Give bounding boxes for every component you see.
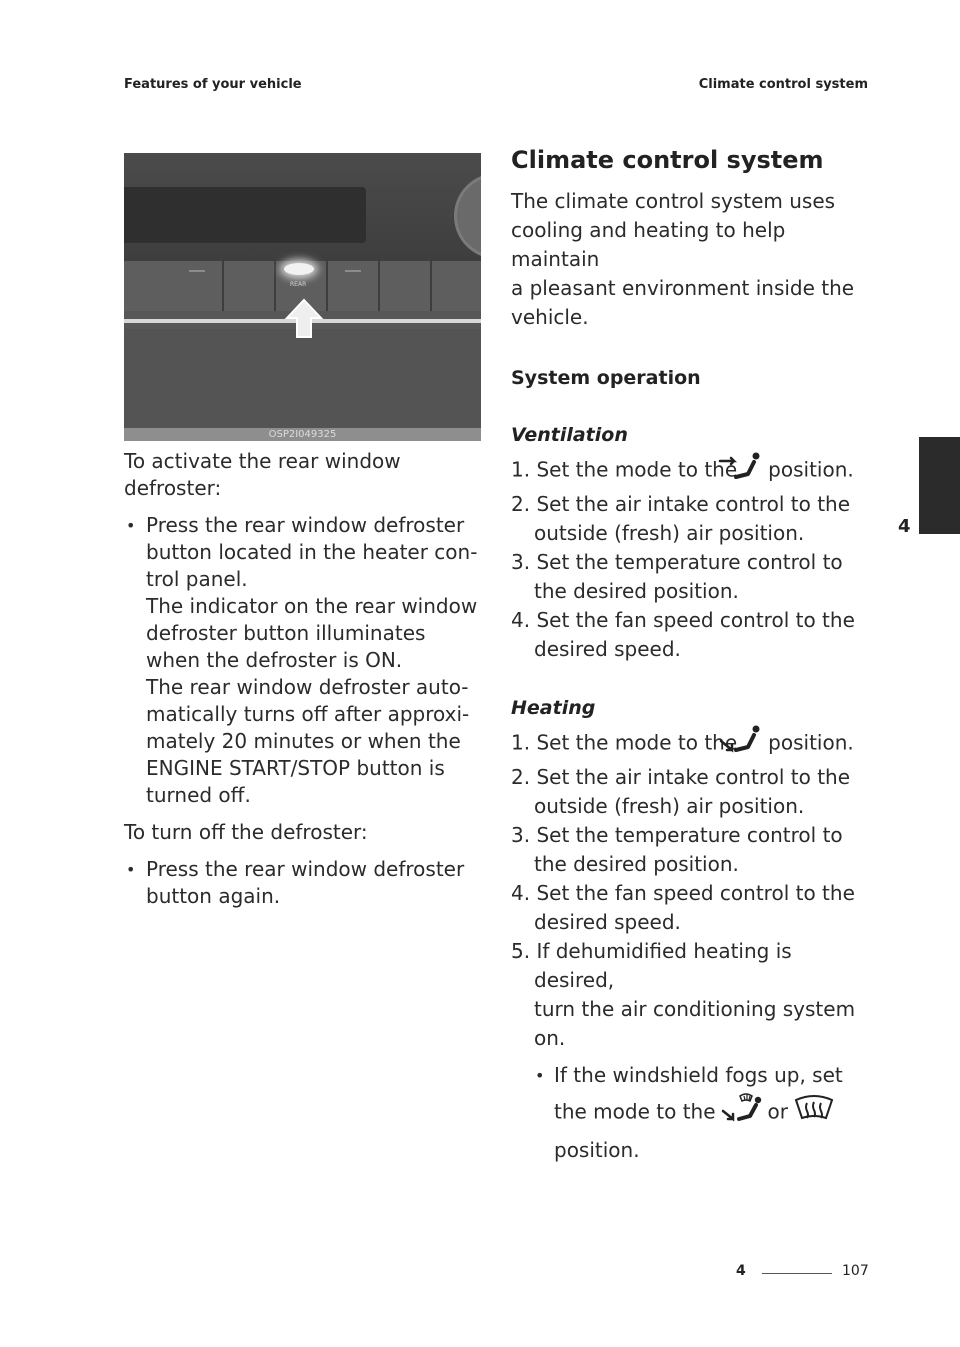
ventilation-step-2: 2. Set the air intake control to the outside (fresh) air position. (511, 492, 851, 545)
ventilation-step-3: 3. Set the temperature control to the desired position. (511, 550, 843, 603)
panel-button (124, 261, 176, 311)
page-number: 107 (842, 1263, 869, 1279)
right-column: Climate control system The climate control system uses cooling and heating to help maintain a pleasant environment inside the vehicle. System operation Ventilation 1. Set the mode to the position. 2. Set the air intake control to the outside (fresh) air position. 3. Set the temperature control to the desired position. 4. Set the fan speed control to the desired speed. Heating 1. Set the mode to the position. 2. Set the air intake control to the outside (fresh) air position. 3. Set the temperature control to the desired position. 4. Set the fan speed control to the desired speed. 5. If dehumidified heating is desired, turn the air conditioning system on. • If the windshield fogs up, set the mode to the or position. (511, 143, 871, 1167)
running-header-left: Features of your vehicle (124, 77, 302, 92)
control-knob (454, 173, 481, 259)
floor-defrost-mode-icon (720, 1092, 764, 1134)
system-operation-heading: System operation (511, 367, 701, 389)
heating-step-3: 3. Set the temperature control to the desired position. (511, 823, 843, 876)
panel-button (224, 261, 276, 311)
indicator-light (284, 263, 314, 275)
lower-panel (124, 329, 481, 429)
control-panel-photo (124, 153, 481, 441)
floor-mode-icon (741, 725, 764, 763)
ventilation-heading: Ventilation (511, 424, 628, 446)
face-vent-mode-icon (741, 452, 764, 490)
ventilation-step-4: 4. Set the fan speed control to the desired speed. (511, 608, 855, 661)
running-header-right: Climate control system (698, 77, 868, 92)
display-screen (124, 187, 366, 243)
windshield-fog-bullet: • If the windshield fogs up, set the mode to the or position. (511, 1059, 871, 1167)
bullet-press-again: • Press the rear window defroster button again. (124, 856, 480, 910)
heating-step-5: 5. If dehumidified heating is desired, turn the air conditioning system on. (511, 939, 856, 1050)
panel-button (432, 261, 481, 311)
figure-caption: OSP2I049325 (124, 428, 481, 441)
panel-button (380, 261, 432, 311)
section-title: Climate control system (511, 146, 824, 174)
heating-heading: Heating (511, 697, 596, 719)
panel-button (328, 261, 380, 311)
up-arrow-icon (284, 298, 324, 340)
defrost-mode-icon (792, 1092, 836, 1134)
heating-step-1: 1. Set the mode to the position. (511, 725, 871, 763)
activate-intro: To activate the rear window defroster: (124, 449, 401, 500)
rear-button-label: REAR (290, 281, 307, 288)
turn-off-intro: To turn off the defroster: (124, 820, 368, 844)
heating-step-4: 4. Set the fan speed control to the desired speed. (511, 881, 855, 934)
chapter-tab (919, 437, 960, 534)
panel-button (172, 261, 224, 311)
heating-step-2: 2. Set the air intake control to the outside (fresh) air position. (511, 765, 851, 818)
bullet-press-button: • Press the rear window defroster button located in the heater con- trol panel. The indicator on the rear window defroster button illuminates when the defroster is ON. The rear window defroster auto- matically turns off after approxi- mately 20 minutes or when the ENGINE START/STOP button is turned off. (124, 512, 480, 809)
footer-chapter: 4 (736, 1263, 746, 1279)
footer-rule (762, 1273, 832, 1274)
chapter-tab-number: 4 (898, 516, 911, 537)
ventilation-step-1: 1. Set the mode to the position. (511, 452, 871, 490)
left-column (124, 448, 480, 910)
